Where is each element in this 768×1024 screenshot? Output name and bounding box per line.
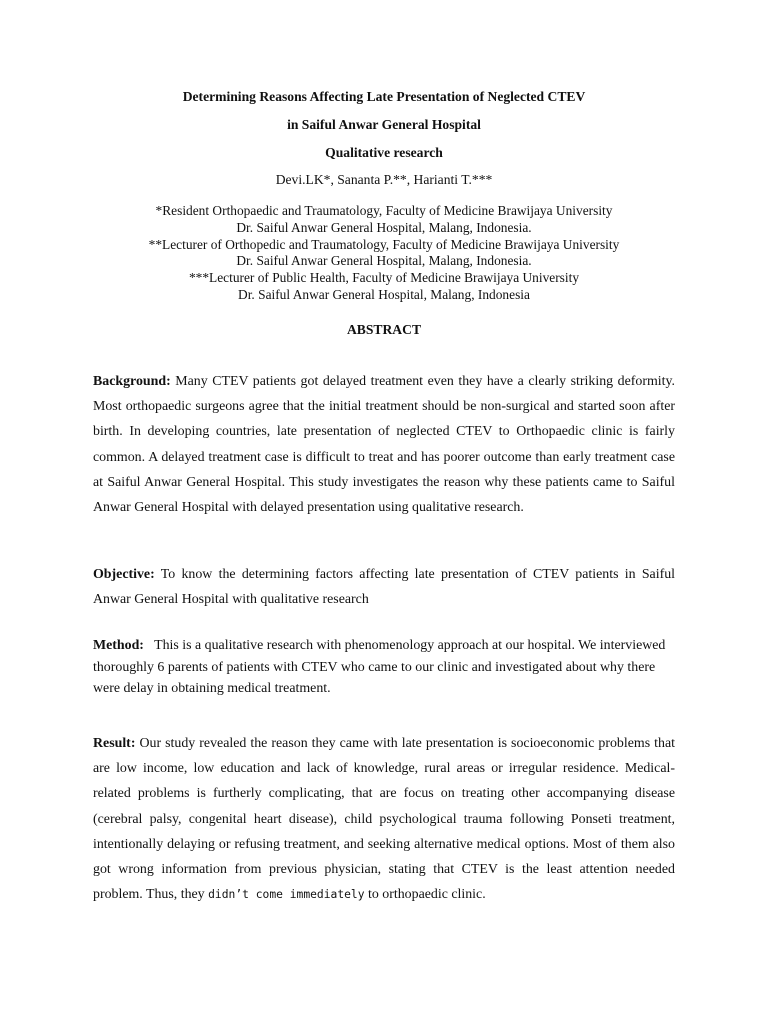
affiliation-line: ***Lecturer of Public Health, Faculty of Medicine Brawijaya University [188,270,580,286]
affiliation-line: *Resident Orthopaedic and Traumatology, Faculty of Medicine Brawijaya University [155,203,613,218]
paper-title-line-2: in Saiful Anwar General Hospital [287,117,481,132]
result-text-mono: didn’t come immediately [208,888,365,902]
paper-subtitle: Qualitative research [325,145,443,160]
author-list: Devi.LK*, Sananta P.**, Harianti T.*** [275,172,493,187]
background-text: Many CTEV patients got delayed treatment even they have a clearly striking deformity. Most orthopaedic surgeons agree that the initial treatment should be non-surgical and started soon after birth. In developing countries, late presentation of neglected CTEV to Orthopaedic clinic is fairly common. A delayed treatment case is difficult to treat and has poorer outcome than early treatment case at Saiful Anwar General Hospital. This study investigates the reason why these patients came to Saiful Anwar General Hospital with delayed presentation using qualitative research. [93,374,675,516]
objective-paragraph [93,562,675,612]
affiliation-line: Dr. Saiful Anwar General Hospital, Malang, Indonesia [238,286,530,302]
method-text: This is a qualitative research with phenomenology approach at our hospital. We interviewed thoroughly 6 parents of patients with CTEV who came to our clinic and investigated about why there were delay in obtaining medical treatment. [93,638,666,696]
result-paragraph [93,731,675,907]
result-label: Result: [93,736,136,751]
objective-label: Objective: [93,567,155,582]
affiliation-line: Dr. Saiful Anwar General Hospital, Malang, Indonesia. [236,253,532,269]
affiliation-line: Dr. Saiful Anwar General Hospital, Malang, Indonesia. [236,219,532,235]
result-text: Our study revealed the reason they came with late presentation is socioeconomic problems that are low income, low education and lack of knowledge, rural areas or irregular residence. Medical-related problems is furtherly complicating, that are focus on treating other accompanying disease (cerebral palsy, congenital heart disease), child psychological trauma following Ponseti treatment, intentionally delaying or refusing treatment, and seeking alternative medical options. Most of them also got wrong information from previous physician, stating that CTEV is the least attention needed problem. Thus, they [93,736,675,903]
background-paragraph [93,369,675,520]
affiliation-line: **Lecturer of Orthopedic and Traumatology, Faculty of Medicine Brawijaya University [148,236,620,252]
affiliations-block [0,203,768,304]
abstract-heading: ABSTRACT [346,322,422,337]
result-text-end: to orthopaedic clinic. [364,887,486,903]
background-label: Background: [93,374,171,389]
paper-title-line-1: Determining Reasons Affecting Late Presentation of Neglected CTEV [182,89,586,104]
objective-text: To know the determining factors affecting late presentation of CTEV patients in Saiful Anwar General Hospital with qualitative research [93,567,675,608]
method-label: Method: [93,638,144,653]
method-paragraph [93,635,675,700]
